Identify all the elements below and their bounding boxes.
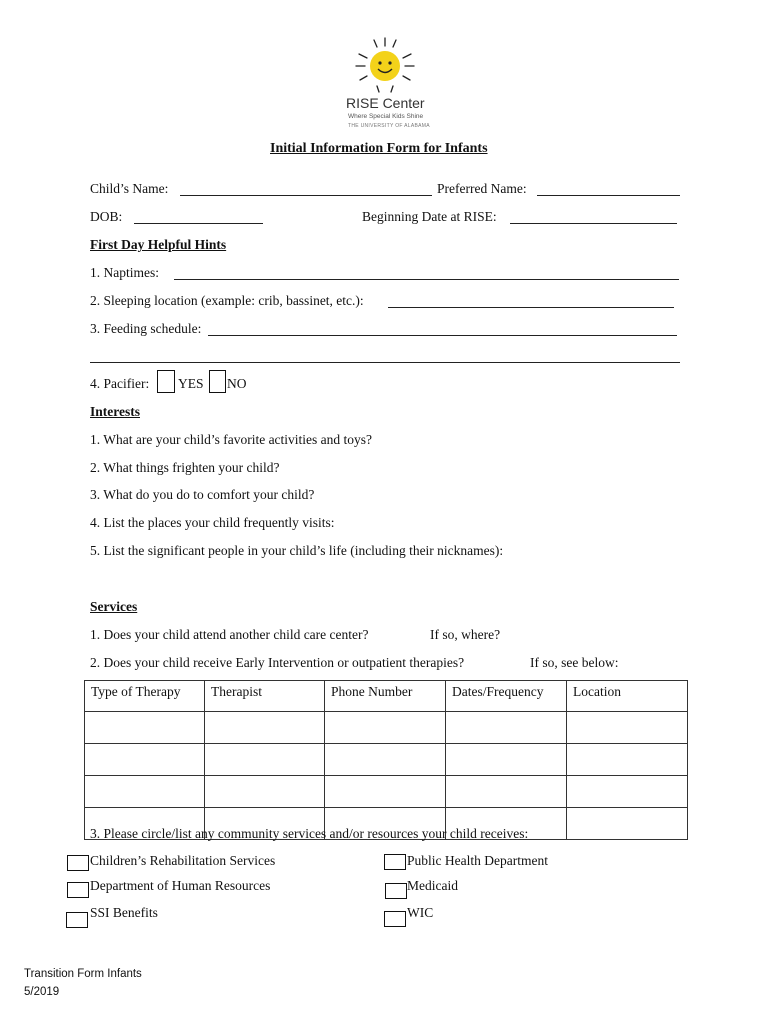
table-cell[interactable] [325,712,446,744]
resource-label: Medicaid [407,878,458,893]
resource-checkbox[interactable] [66,912,88,928]
preferred-name-field[interactable] [537,195,680,196]
interests-heading: Interests [90,404,140,419]
table-header: Therapist [205,681,325,712]
childs-name-field[interactable] [180,195,432,196]
dob-field[interactable] [134,223,263,224]
pacifier-yes-checkbox[interactable] [157,370,175,393]
logo [330,34,440,130]
dob-label: DOB: [90,209,123,224]
table-cell[interactable] [325,744,446,776]
naptimes-label: 1. Naptimes: [90,265,159,280]
table-cell[interactable] [85,744,205,776]
interest-question: 4. List the places your child frequently visits: [90,515,335,530]
table-header: Phone Number [325,681,446,712]
beginning-date-label: Beginning Date at RISE: [362,209,497,224]
service-q2-followup: If so, see below: [530,655,619,670]
table-cell[interactable] [85,776,205,808]
table-cell[interactable] [85,712,205,744]
interest-question: 5. List the significant people in your child’s life (including their nicknames): [90,543,504,558]
resource-checkbox[interactable] [385,883,407,899]
resource-label: SSI Benefits [90,905,158,920]
feeding-label: 3. Feeding schedule: [90,321,202,336]
service-q1-followup: If so, where? [430,627,501,642]
table-header-row [85,681,688,712]
resource-checkbox[interactable] [384,911,406,927]
feeding-field[interactable] [208,335,677,336]
interest-question: 1. What are your child’s favorite activities and toys? [90,432,373,447]
resource-label: Department of Human Resources [90,878,271,893]
table-cell[interactable] [446,712,567,744]
table-cell[interactable] [567,808,688,840]
naptimes-field[interactable] [174,279,679,280]
therapy-table [84,680,688,840]
service-q3: 3. Please circle/list any community services and/or resources your child receives: [90,826,529,841]
table-row [85,744,688,776]
interest-question: 2. What things frighten your child? [90,460,280,475]
table-cell[interactable] [446,744,567,776]
form-title: Initial Information Form for Infants [270,141,488,156]
interest-question: 3. What do you do to comfort your child? [90,487,315,502]
childs-name-label: Child’s Name: [90,181,169,196]
table-header: Dates/Frequency [446,681,567,712]
service-q1: 1. Does your child attend another child care center? [90,627,369,642]
footer-date: 5/2019 [24,986,60,998]
sun-icon [330,34,440,104]
resource-checkbox[interactable] [67,855,89,871]
hints-heading: First Day Helpful Hints [90,237,227,252]
table-cell[interactable] [205,776,325,808]
resource-checkbox[interactable] [384,854,406,870]
table-row [85,776,688,808]
resource-label: WIC [407,905,434,920]
footer-form-name: Transition Form Infants [24,968,142,980]
logo-subline: THE UNIVERSITY OF ALABAMA [348,123,430,129]
resource-label: Children’s Rehabilitation Services [90,853,276,868]
sleeping-field[interactable] [388,307,674,308]
table-cell[interactable] [567,776,688,808]
table-cell[interactable] [205,712,325,744]
table-cell[interactable] [325,776,446,808]
sleeping-label: 2. Sleeping location (example: crib, bassinet, etc.): [90,293,364,308]
pacifier-label: 4. Pacifier: [90,376,150,391]
service-q2: 2. Does your child receive Early Intervention or outpatient therapies? [90,655,465,670]
services-heading: Services [90,599,138,614]
feeding-field-extra[interactable] [90,362,680,363]
table-cell[interactable] [205,744,325,776]
resource-checkbox[interactable] [67,882,89,898]
resource-label: Public Health Department [407,853,548,868]
pacifier-no-checkbox[interactable] [209,370,226,393]
beginning-date-field[interactable] [510,223,677,224]
pacifier-yes-label: YES [178,376,204,391]
preferred-name-label: Preferred Name: [437,181,527,196]
logo-tagline: Where Special Kids Shine [348,113,424,120]
logo-name: RISE Center [346,95,425,111]
table-cell[interactable] [567,712,688,744]
table-header: Location [567,681,688,712]
table-cell[interactable] [446,776,567,808]
table-row [85,712,688,744]
table-header: Type of Therapy [85,681,205,712]
pacifier-no-label: NO [227,376,247,391]
table-cell[interactable] [567,744,688,776]
